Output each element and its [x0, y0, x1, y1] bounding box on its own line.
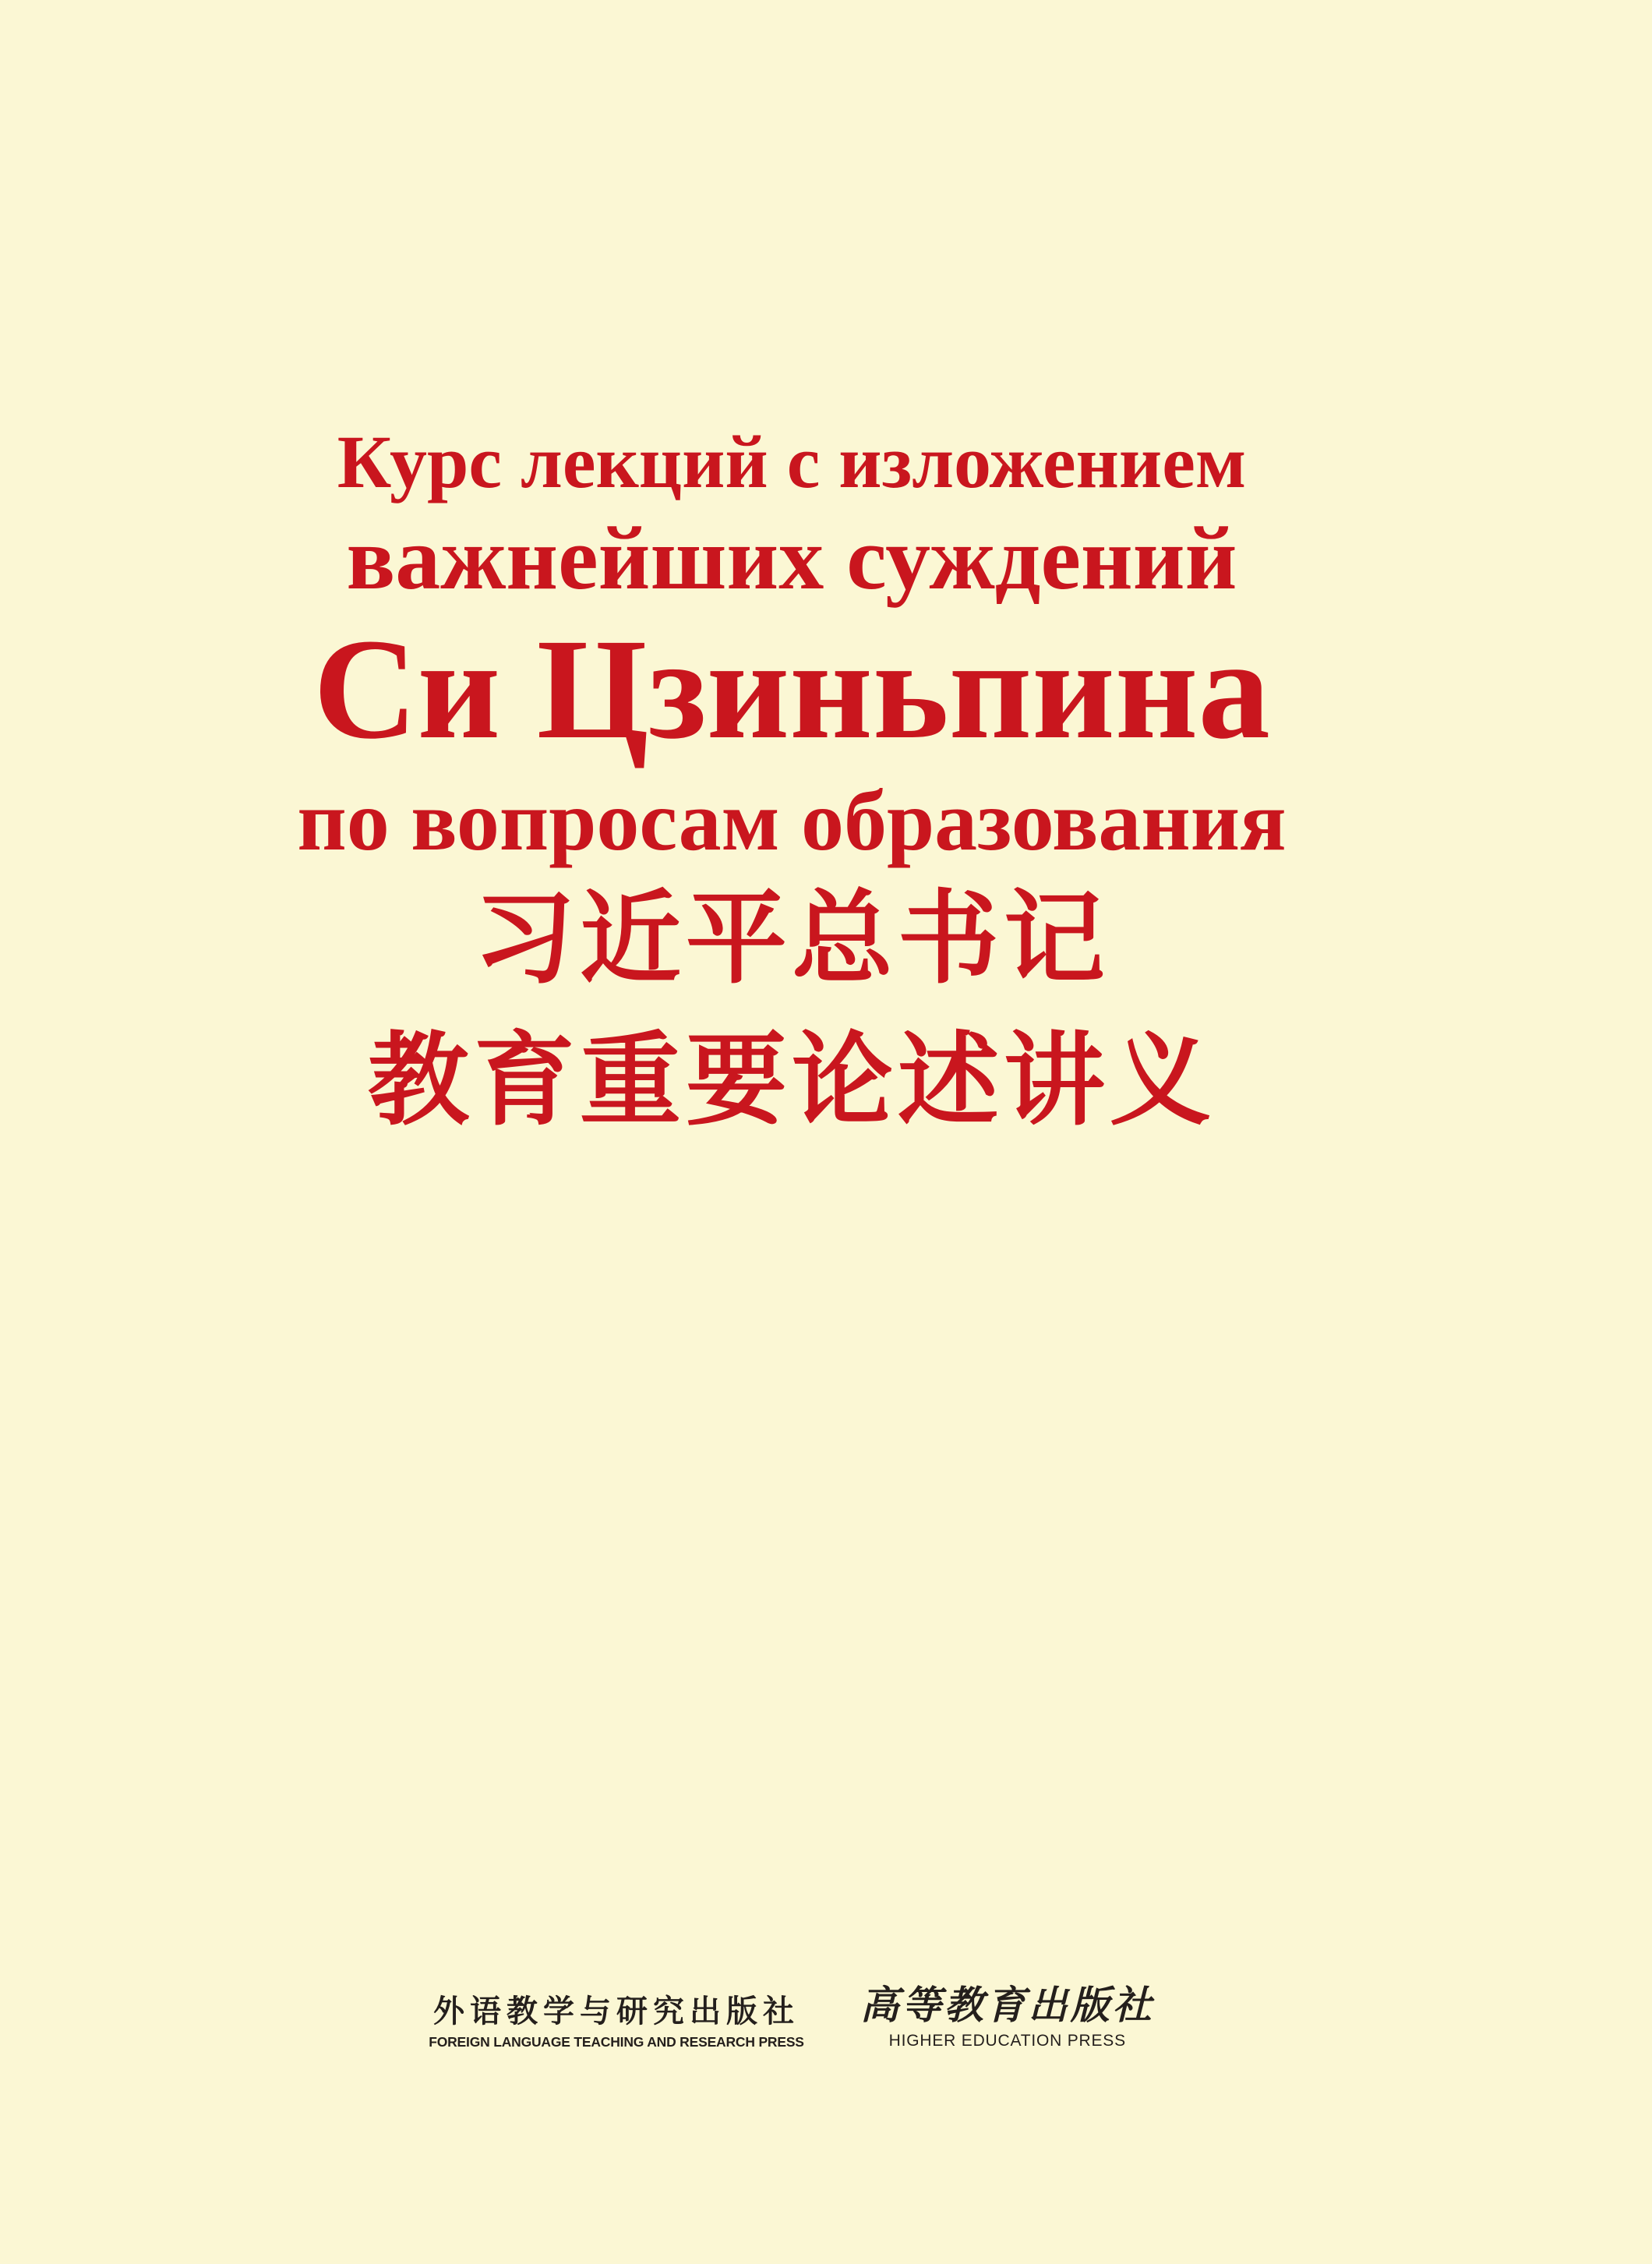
publisher-fltrp-name-en: FOREIGN LANGUAGE TEACHING AND RESEARCH PRESS — [429, 2034, 804, 2050]
chinese-title — [0, 879, 1583, 1143]
publisher-fltrp-name-zh: 外语教学与研究出版社 — [433, 1994, 800, 2029]
publisher-hep-logo — [860, 1984, 1155, 2050]
publisher-hep-name-zh: 高等教育出版社 — [860, 1983, 1155, 2027]
russian-title-line-1: Курс лекций с изложением — [337, 420, 1247, 503]
russian-title-line-3: Си Цзиньпина — [313, 609, 1270, 770]
russian-title — [0, 421, 1583, 868]
publisher-hep-name-en: HIGHER EDUCATION PRESS — [888, 2032, 1126, 2050]
russian-title-line-2: важнейших суждений — [346, 508, 1237, 609]
russian-title-line-4: по вопросам образования — [297, 772, 1287, 868]
publisher-fltrp-logo — [429, 1994, 804, 2050]
chinese-title-line-1: 习近平总书记 — [473, 884, 1110, 996]
publisher-logos — [0, 1984, 1583, 2050]
chinese-title-line-2: 教育重要论述讲义 — [367, 1026, 1216, 1138]
